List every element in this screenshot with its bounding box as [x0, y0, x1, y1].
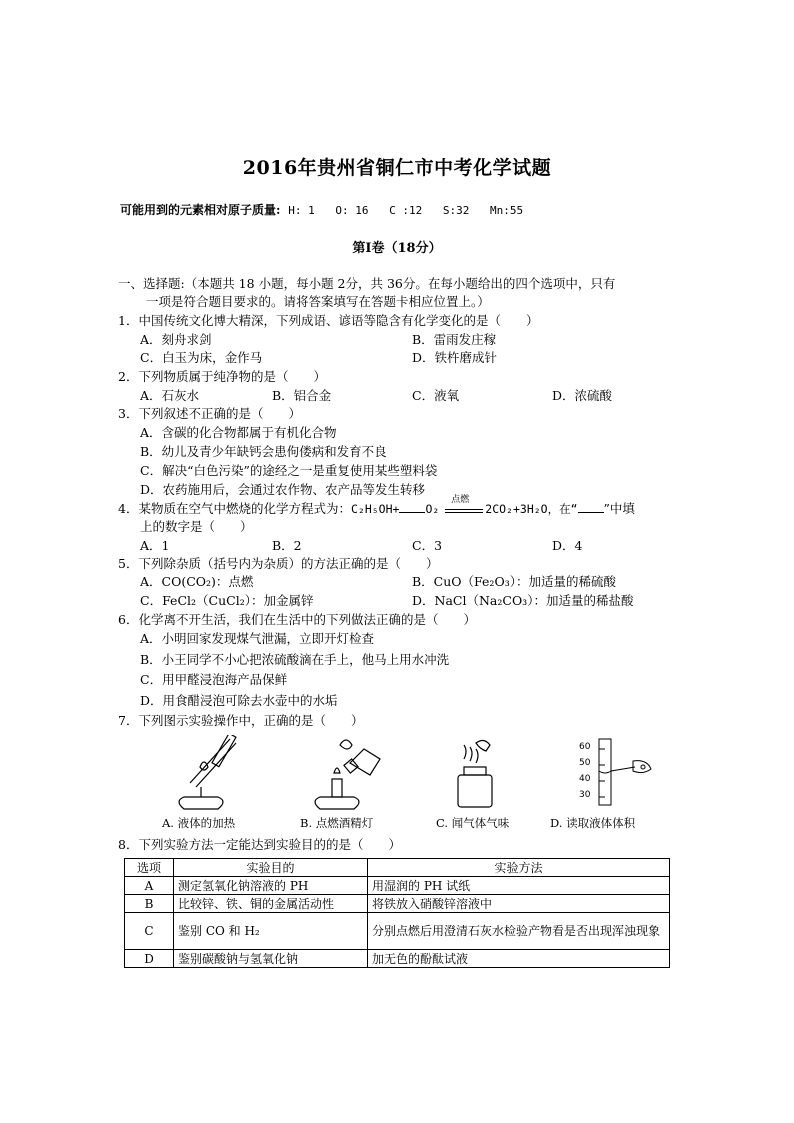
q3-option-c: C．解决“白色污染”的途经之一是重复使用某些塑料袋: [140, 463, 438, 478]
q7-caption-a: A. 液体的加热: [162, 816, 236, 830]
q2-stem: 2．下列物质属于纯净物的是（ ）: [118, 369, 326, 384]
table-header: 实验目的: [174, 859, 368, 877]
q4-formula-left: C₂H₅OH+: [350, 502, 400, 516]
q4-option-a: A．1: [140, 538, 170, 553]
table-cell: 比较锌、铁、铜的金属活动性: [174, 895, 368, 913]
table-cell: 鉴别 CO 和 H₂: [174, 913, 368, 950]
q4-option-b: B．2: [272, 538, 302, 553]
q6-option-c: C．用甲醛浸泡海产品保鲜: [140, 672, 288, 687]
q6-option-a: A．小明回家发现煤气泄漏，立即开灯检查: [140, 631, 375, 646]
q4-blank-2: [578, 500, 604, 513]
q7-caption-d: D. 读取液体体积: [550, 816, 636, 830]
q5-option-d: D．NaCl（Na₂CO₃）：加适量的稀盐酸: [412, 593, 634, 608]
q1-option-d: D．铁杵磨成针: [412, 350, 498, 365]
q4-option-c: C．3: [412, 538, 443, 553]
q4-formula-o2: O₂: [425, 502, 440, 516]
table-cell: D: [125, 950, 174, 968]
section-instructions-2: 一项是符合题目要求的。请将答案填写在答题卡相应位置上。）: [146, 294, 490, 309]
q5-option-a: A．CO(CO₂)：点燃: [140, 574, 254, 589]
q6-option-d: D．用食醋浸泡可除去水壶中的水垢: [140, 693, 338, 708]
atomic-mass-label: 可能用到的元素相对原子质量:: [120, 203, 281, 217]
q5-option-c: C．FeCl₂（CuCl₂）：加金属锌: [140, 593, 314, 608]
scale-40: 40: [579, 774, 591, 784]
q2-option-b: B．铝合金: [272, 388, 332, 403]
q3-option-a: A．含碳的化合物都属于有机化合物: [140, 425, 337, 440]
lighting-lamp-icon: [310, 735, 390, 813]
equals-sign-icon: [445, 509, 483, 513]
q1-option-b: B．雷雨发庄稼: [412, 332, 497, 347]
q5-option-b: B．CuO（Fe₂O₃）：加适量的稀硫酸: [412, 574, 616, 589]
q7-figure: [140, 735, 680, 835]
q1-option-a: A．刻舟求剑: [140, 332, 212, 347]
scale-60: 60: [579, 742, 591, 752]
q6-option-b: B．小王同学不小心把浓硫酸滴在手上，他马上用水冲洗: [140, 652, 450, 667]
q1-option-c: C．白玉为床，金作马: [140, 350, 263, 365]
table-row: [125, 895, 670, 913]
q4-formula-right: 2CO₂+3H₂O，在“: [485, 502, 578, 516]
table-header: 实验方法: [368, 859, 670, 877]
q1-stem: 1．中国传统文化博大精深，下列成语、谚语等隐含有化学变化的是（ ）: [118, 313, 539, 328]
q4-condition: 点燃: [451, 495, 470, 505]
table-cell: 分别点燃后用澄清石灰水检验产物看是否出现浑浊现象: [368, 913, 670, 950]
q4-stem-pre: 4．某物质在空气中燃烧的化学方程式为：: [118, 501, 351, 516]
q2-option-c: C．液氧: [412, 388, 460, 403]
q2-option-d: D．浓硫酸: [552, 388, 613, 403]
volume-heading: 第Ⅰ卷（18分）: [352, 241, 442, 256]
table-row: [125, 950, 670, 968]
table-header-row: [125, 859, 670, 877]
table-row: [125, 913, 670, 950]
table-cell: 将铁放入硝酸锌溶液中: [368, 895, 670, 913]
q4-stem-2: 上的数字是（ ）: [140, 519, 253, 534]
q3-option-b: B．幼儿及青少年缺钙会患佝偻病和发育不良: [140, 444, 387, 459]
q7-caption-b: B. 点燃酒精灯: [300, 816, 374, 830]
q8-stem: 8．下列实验方法一定能达到实验目的的是（ ）: [118, 837, 401, 852]
q3-option-d: D．农药施用后，会通过农作物、农产品等发生转移: [140, 482, 426, 497]
section-instructions-1: 一、选择题:（本题共 18 小题，每小题 2分，共 36分。在每小题给出的四个选项中，只有: [118, 276, 616, 291]
q4-option-d: D．4: [552, 538, 583, 553]
q7-stem: 7．下列图示实验操作中，正确的是（ ）: [118, 713, 364, 728]
table-cell: A: [125, 877, 174, 895]
q4-reaction-arrow: [445, 495, 483, 513]
page-title: 2016年贵州省铜仁市中考化学试题: [242, 157, 552, 179]
table-cell: 测定氢氧化钠溶液的 PH: [174, 877, 368, 895]
mass-s: S:32: [442, 204, 470, 217]
table-row: [125, 877, 670, 895]
table-cell: 加无色的酚酞试液: [368, 950, 670, 968]
q7-caption-c: C. 闻气体气味: [436, 816, 510, 830]
table-cell: B: [125, 895, 174, 913]
table-cell: C: [125, 913, 174, 950]
q4-blank-1: [399, 500, 425, 513]
atomic-mass-line: [120, 201, 537, 218]
mass-h: H: 1: [288, 204, 315, 217]
q6-stem: 6．化学离不开生活，我们在生活中的下列做法正确的是（ ）: [118, 612, 476, 627]
mass-c: C :12: [389, 204, 423, 217]
alcohol-lamp-heating-icon: [170, 735, 250, 813]
q5-stem: 5．下列除杂质（括号内为杂质）的方法正确的是（ ）: [118, 556, 439, 571]
q3-stem: 3．下列叙述不正确的是（ ）: [118, 406, 301, 421]
table-header: 选项: [125, 859, 174, 877]
q4-stem-post: ”中填: [603, 501, 635, 516]
graduated-cylinder-icon: [575, 735, 665, 813]
mass-mn: Mn:55: [490, 204, 524, 217]
scale-50: 50: [579, 758, 591, 768]
table-cell: 用湿润的 PH 试纸: [368, 877, 670, 895]
scale-30: 30: [579, 790, 591, 800]
smell-gas-icon: [450, 735, 520, 813]
q2-option-a: A．石灰水: [140, 388, 200, 403]
q8-table: [124, 858, 670, 968]
table-cell: 鉴别碳酸钠与氢氧化钠: [174, 950, 368, 968]
q4-stem: [118, 495, 635, 518]
mass-o: O: 16: [335, 204, 369, 217]
